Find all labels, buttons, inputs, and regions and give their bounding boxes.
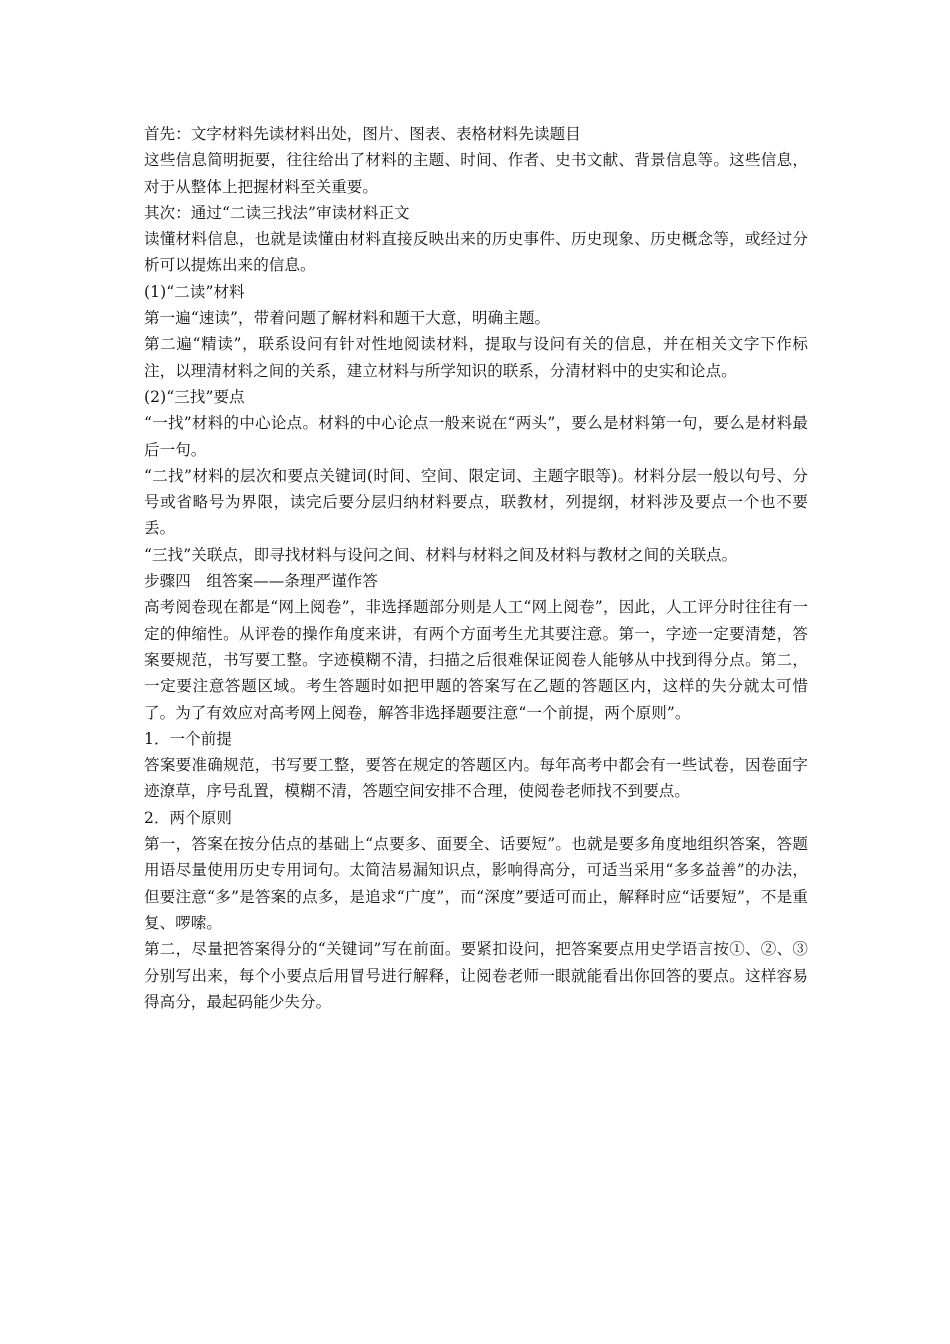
paragraph: 第一，答案在按分估点的基础上“点要多、面要全、话要短”。也就是要多角度地组织答案，答题用语尽量使用历史专用词句。太简洁易漏知识点，影响得高分，可适当采用“多多益善”的办法，但要注意“多”是答案的点多，是追求“广度”，而“深度”要适可而止，解释时应“话要短”，不是重复、啰嗦。: [144, 835, 808, 932]
subheading: 2．两个原则: [144, 808, 232, 827]
paragraph: “三找”关联点，即寻找材料与设问之间、材料与材料之间及材料与教材之间的关联点。: [144, 545, 738, 564]
paragraph: 高考阅卷现在都是“网上阅卷”，非选择题部分则是人工“网上阅卷”，因此，人工评分时往往有一定的伸缩性。从评卷的操作角度来讲，有两个方面考生尤其要注意。第一，字迹一定要清楚，答案要规范，书写要工整。字迹模糊不清，扫描之后很难保证阅卷人能够从中找到得分点。第二，一定要注意答题区域。考生答题时如把甲题的答案写在乙题的答题区内，这样的失分就太可惜了。为了有效应对高考网上阅卷，解答非选择题要注意“一个前提，两个原则”。: [144, 598, 808, 722]
paragraph: 其次：通过“二读三找法”审读材料正文: [144, 203, 410, 222]
subheading: 1．一个前提: [144, 729, 232, 748]
paragraph: 首先：文字材料先读材料出处，图片、图表、表格材料先读题目: [144, 125, 581, 143]
paragraph: 这些信息简明扼要，往往给出了材料的主题、时间、作者、史书文献、背景信息等。这些信息，对于从整体上把握材料至关重要。: [144, 151, 808, 196]
paragraph: 第二，尽量把答案得分的“关键词”写在前面。要紧扣设问，把答案要点用史学语言按①、②、③分别写出来，每个小要点后用冒号进行解释，让阅卷老师一眼就能看出你回答的要点。这样容易得高分，最起码能少失分。: [144, 940, 808, 1011]
paragraph: 第二遍“精读”，联系设问有针对性地阅读材料，提取与设问有关的信息，并在相关文字下作标注，以理清材料之间的关系，建立材料与所学知识的联系，分清材料中的史实和论点。: [144, 335, 808, 380]
paragraph: “二找”材料的层次和要点关键词(时间、空间、限定词、主题字眼等)。材料分层一般以句号、分号或省略号为界限，读完后要分层归纳材料要点，联教材，列提纲，材料涉及要点一个也不要丢。: [144, 466, 808, 538]
paragraph: 读懂材料信息，也就是读懂由材料直接反映出来的历史事件、历史现象、历史概念等，或经过分析可以提炼出来的信息。: [144, 230, 808, 275]
paragraph: (2)“三找”要点: [144, 387, 245, 406]
paragraph: 答案要准确规范，书写要工整，要答在规定的答题区内。每年高考中都会有一些试卷，因卷面字迹潦草，序号乱置，模糊不清，答题空间安排不合理，使阅卷老师找不到要点。: [144, 756, 808, 801]
paragraph: 第一遍“速读”，带着问题了解材料和题干大意，明确主题。: [144, 309, 551, 328]
document-body: [144, 121, 808, 1015]
section-heading: 步骤四 组答案——条理严谨作答: [144, 572, 379, 591]
paragraph: “一找”材料的中心论点。材料的中心论点一般来说在“两头”，要么是材料第一句，要么是材料最后一句。: [144, 414, 808, 459]
paragraph: (1)“二读”材料: [144, 282, 245, 301]
